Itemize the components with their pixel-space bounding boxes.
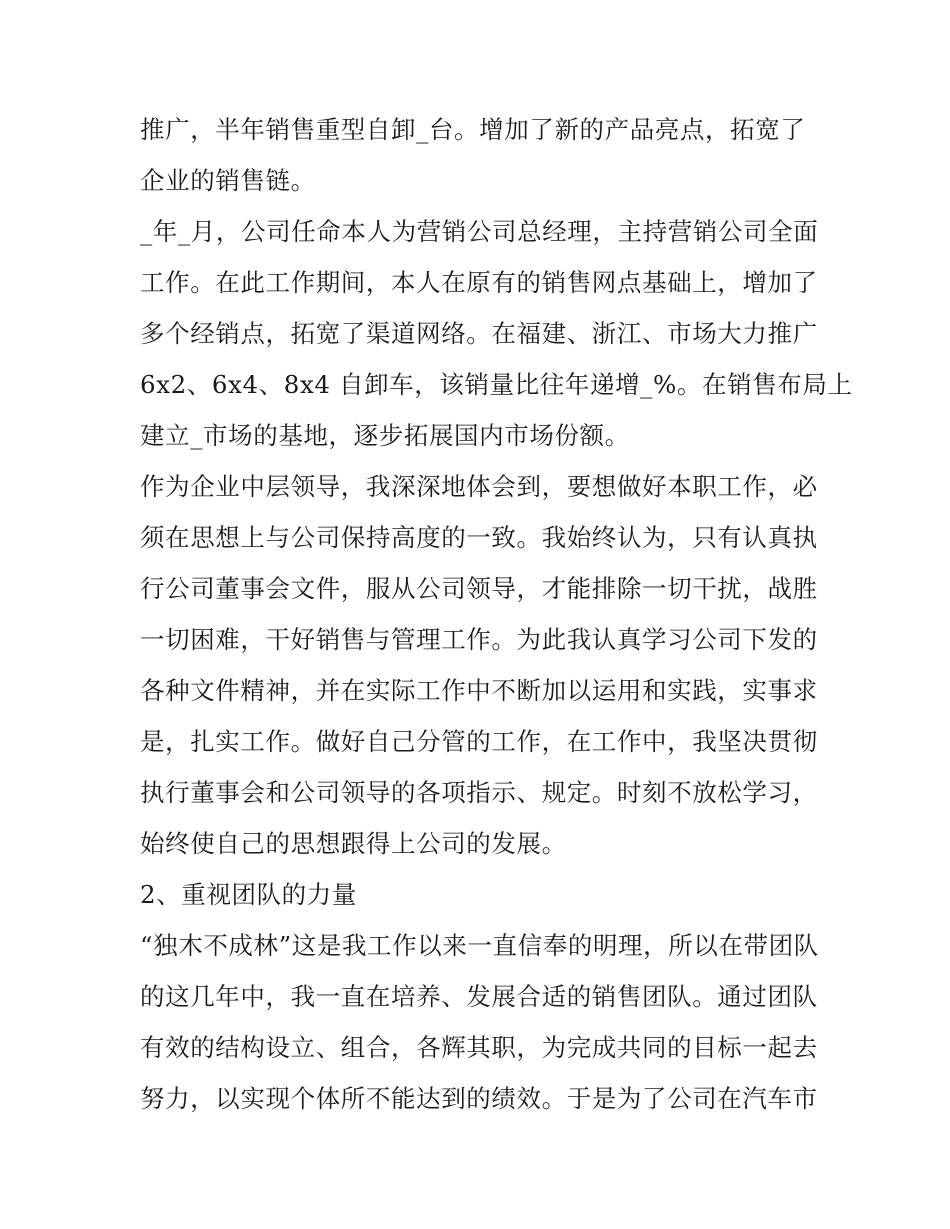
text-line: 须在思想上与公司保持高度的一致。我始终认为，只有认真执 xyxy=(140,523,818,552)
text-line: 各种文件精神，并在实际工作中不断加以运用和实践，实事求 xyxy=(140,676,818,705)
text-line: 建立_市场的基地，逐步拓展国内市场份额。 xyxy=(140,421,630,450)
text-line: 一切困难，干好销售与管理工作。为此我认真学习公司下发的 xyxy=(140,625,818,654)
section-heading: 2、重视团队的力量 xyxy=(140,880,357,909)
text-line: 努力，以实现个体所不能达到的绩效。于是为了公司在汽车市 xyxy=(140,1084,818,1113)
text-line: 始终使自己的思想跟得上公司的发展。 xyxy=(140,829,567,858)
text-line: 行公司董事会文件，服从公司领导，才能排除一切干扰，战胜 xyxy=(140,574,818,603)
text-line: 推广，半年销售重型自卸_台。增加了新的产品亮点，拓宽了 xyxy=(140,115,806,144)
text-line: 执行董事会和公司领导的各项指示、规定。时刻不放松学习， xyxy=(140,778,818,807)
text-line: 是，扎实工作。做好自己分管的工作，在工作中，我坚决贯彻 xyxy=(140,727,818,756)
text-line: “独木不成林”这是我工作以来一直信奉的明理，所以在带团队 xyxy=(140,931,819,960)
text-line: 的这几年中，我一直在培养、发展合适的销售团队。通过团队 xyxy=(140,982,818,1011)
text-line: 工作。在此工作期间，本人在原有的销售网点基础上，增加了 xyxy=(140,268,818,297)
text-line: 6x2、6x4、8x4 自卸车，该销量比往年递增_%。在销售布局上 xyxy=(140,370,853,399)
text-line: _年_月，公司任命本人为营销公司总经理，主持营销公司全面 xyxy=(140,217,819,246)
text-line: 有效的结构设立、组合，各辉其职，为完成共同的目标一起去 xyxy=(140,1033,818,1062)
text-line: 作为企业中层领导，我深深地体会到，要想做好本职工作，必 xyxy=(140,472,818,501)
text-line: 企业的销售链。 xyxy=(140,166,316,195)
text-line: 多个经销点，拓宽了渠道网络。在福建、浙江、市场大力推广 xyxy=(140,319,818,348)
body-text xyxy=(140,104,853,1124)
